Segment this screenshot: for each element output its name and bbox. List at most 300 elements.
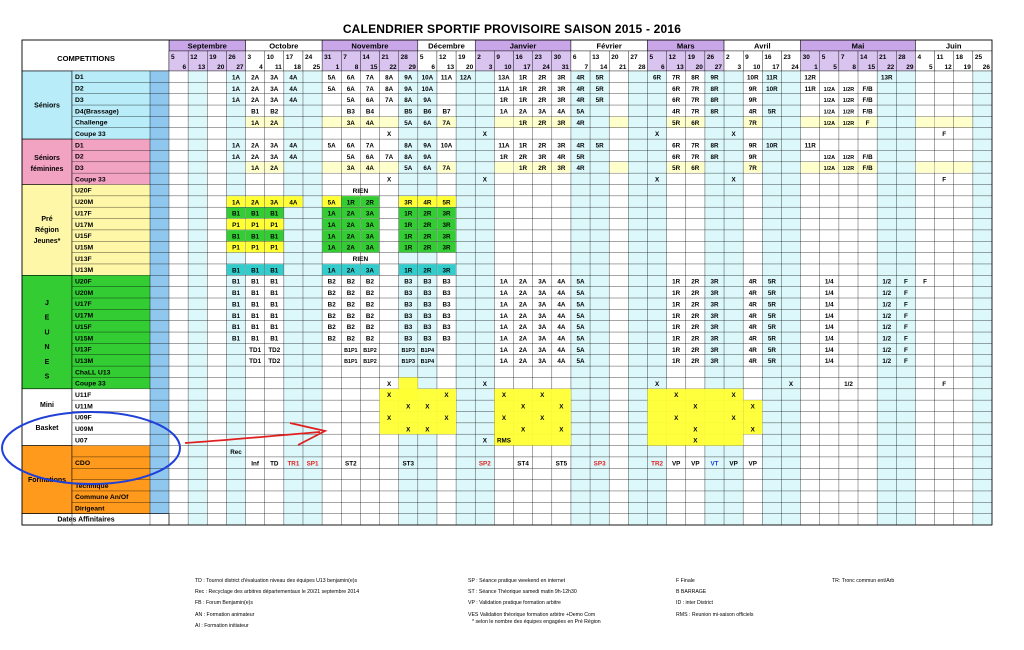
cell-text: 6R <box>672 97 681 105</box>
cell-text: B7 <box>442 108 451 116</box>
cell-text: 7R <box>748 165 757 173</box>
cell-text: X <box>501 392 507 400</box>
cell-text: 5R <box>767 108 776 116</box>
cell-text: B1P4 <box>420 347 435 354</box>
cell-text: 2A <box>251 199 260 207</box>
group-label: Basket <box>35 425 59 433</box>
cell-text: B2 <box>327 301 336 309</box>
day-number: 20 <box>695 64 703 71</box>
cell-text: B3 <box>404 290 413 298</box>
day-number: 28 <box>400 54 408 61</box>
cell-text: 2R <box>423 267 432 275</box>
cell-text: 3A <box>538 312 547 320</box>
cell-text: 4A <box>289 74 298 82</box>
cell-text: B2 <box>365 335 374 343</box>
cell-text: 2R <box>423 210 432 218</box>
cell-text: B1P3 <box>401 359 415 366</box>
cell-text: X <box>520 403 526 411</box>
cell-text: 4R <box>748 358 757 366</box>
cell-text: 1/2A <box>823 154 836 161</box>
group-label: féminines <box>30 165 64 173</box>
cell-text: X <box>731 176 736 184</box>
cell-text: 5A <box>346 153 355 161</box>
cell-text: 1/2 <box>882 301 892 309</box>
day-number: 16 <box>515 54 523 61</box>
cell-text: 5A <box>327 85 336 93</box>
cell-text: X <box>425 426 430 434</box>
cell-text: 1A <box>499 301 508 309</box>
cell-text: 2A <box>270 119 279 127</box>
cell-text: 1A <box>231 153 241 161</box>
cell-text: X <box>444 414 449 422</box>
cell-text: 4R <box>576 165 585 173</box>
day-number: 20 <box>465 64 474 71</box>
cell-text: 2A <box>251 142 260 150</box>
day-number: 21 <box>619 64 627 71</box>
cell-text: 9A <box>423 97 432 105</box>
cell-text: 5A <box>327 142 336 150</box>
cell-text: 2A <box>346 233 355 241</box>
day-number: 12 <box>438 54 447 61</box>
cell-text: 1A <box>499 312 508 320</box>
cell-text: B1P4 <box>420 359 435 366</box>
cell-text: 4R <box>748 312 757 320</box>
cell-text: 1/2 <box>882 278 892 286</box>
cell-text: B1 <box>231 278 241 286</box>
day-number: 12 <box>944 64 952 71</box>
cell-text: 2A <box>251 97 260 105</box>
cell-text: TD2 <box>268 358 281 366</box>
cell-text: 3A <box>346 119 355 127</box>
day-number: 9 <box>496 54 500 61</box>
cell-text: 7A <box>442 165 451 173</box>
cell-text: B1 <box>251 312 260 320</box>
cell-text: 1/4 <box>824 312 834 320</box>
cell-text: TD1 <box>249 346 262 354</box>
month-label: Décembre <box>428 41 465 51</box>
cell-text: X <box>482 176 487 184</box>
day-number: 3 <box>247 54 252 61</box>
row-tint <box>954 162 973 173</box>
cell-text: 3A <box>538 301 547 309</box>
cell-text: X <box>693 426 698 434</box>
cell-text: 7R <box>691 97 700 105</box>
cell-text: 3R <box>442 244 451 252</box>
row-label: Dirigeant <box>75 505 105 513</box>
cell-text: RIEN <box>352 187 369 195</box>
cell-text: 9A <box>423 142 432 150</box>
cell-text: X <box>731 414 736 422</box>
cell-text: 10R <box>766 85 778 93</box>
cell-text: 1R <box>519 97 528 105</box>
cell-text: X <box>387 176 392 184</box>
cell-text: B3 <box>442 278 451 286</box>
cell-text: 3A <box>346 165 355 173</box>
row-label: U09M <box>75 426 94 434</box>
cell-text: 4R <box>576 97 585 105</box>
cell-text: 8A <box>385 74 394 82</box>
cell-text: B1 <box>270 324 279 332</box>
cell-text: 4A <box>557 312 566 320</box>
blue-strip <box>150 71 169 514</box>
day-number: 26 <box>982 64 990 71</box>
cell-text: 12A <box>459 74 472 82</box>
day-number: 30 <box>802 54 810 61</box>
cell-text: F <box>903 312 908 320</box>
cell-text: F <box>903 301 908 309</box>
cell-text: 2R <box>365 199 374 207</box>
day-number: 24 <box>542 64 550 71</box>
cell-text: 3R <box>710 358 719 366</box>
cell-text: 1/2R <box>842 166 855 173</box>
cell-text: 3A <box>270 85 279 93</box>
cell-text: B1 <box>231 233 241 241</box>
cell-text: X <box>520 426 526 434</box>
cell-text: P1 <box>251 244 259 252</box>
cell-text: 2R <box>423 244 432 252</box>
cell-text: X <box>674 392 679 400</box>
cell-text: 1/4 <box>824 301 834 309</box>
day-number: 6 <box>661 64 665 71</box>
cell-text: B2 <box>327 312 336 320</box>
cell-text: B2 <box>365 278 374 286</box>
cell-text: B3 <box>404 278 413 286</box>
cell-text: 7A <box>385 153 394 161</box>
cell-text: 2R <box>691 324 700 332</box>
cell-text: 9R <box>748 142 757 150</box>
row-label: Dates Affinitaires <box>57 516 115 524</box>
day-number: 23 <box>783 54 791 61</box>
cell-text: 5R <box>595 142 604 150</box>
month-label: Février <box>596 41 622 51</box>
cell-text: 3A <box>365 221 374 229</box>
cell-text: B2 <box>365 312 374 320</box>
cell-text: 1A <box>251 119 260 127</box>
cell-text: 4A <box>557 335 566 343</box>
row-label: U07 <box>75 437 88 445</box>
day-number: 15 <box>867 64 876 71</box>
cell-text: 5R <box>595 97 604 105</box>
row-label: U15F <box>75 233 92 241</box>
cell-text: F/B <box>862 97 873 105</box>
day-number: 18 <box>955 54 963 61</box>
cell-text: 9A <box>404 85 413 93</box>
cell-text: 3A <box>270 153 279 161</box>
month-label: Janvier <box>509 41 537 51</box>
cell-text: 5A <box>576 108 585 116</box>
day-number: 8 <box>852 64 857 71</box>
cell-text: 1/4 <box>824 324 834 332</box>
cell-text: F <box>942 131 947 139</box>
cell-text: 4R <box>672 108 681 116</box>
cell-text: X <box>482 437 487 445</box>
cell-text: 6R <box>653 74 662 82</box>
cell-text: X <box>501 414 507 422</box>
day-number: 27 <box>714 64 723 71</box>
day-number: 24 <box>791 64 799 71</box>
cell-text: 2A <box>519 290 528 298</box>
cell-text: 5A <box>576 346 585 354</box>
day-number: 19 <box>687 54 696 61</box>
row-label: D2 <box>75 85 84 93</box>
day-number: 4 <box>917 54 922 61</box>
cell-text: 1R <box>672 324 681 332</box>
cell-text: ST3 <box>402 460 415 468</box>
cell-text: B2 <box>346 312 355 320</box>
row-tint <box>380 117 399 128</box>
row-label: U13M <box>75 357 94 365</box>
day-number: 15 <box>370 64 378 71</box>
cell-text: 1/2 <box>882 335 892 343</box>
cell-text: B3 <box>442 335 451 343</box>
cell-text: 7R <box>691 142 700 150</box>
cell-text: 3A <box>365 267 374 275</box>
cell-text: 2R <box>538 119 547 127</box>
cell-text: B3 <box>423 301 432 309</box>
cell-text: 7A <box>385 97 394 105</box>
cell-text: 3R <box>710 346 719 354</box>
cell-text: 1A <box>499 108 508 116</box>
cell-text: RIEN <box>352 256 369 263</box>
cell-text: B1 <box>231 324 241 332</box>
cell-text: B2 <box>346 335 355 343</box>
day-number: 17 <box>772 64 780 71</box>
cell-text: B1P2 <box>363 347 377 354</box>
group-label: Jeunes* <box>33 237 61 245</box>
legend-st: ST : Séance Théorique samedi matin 9h-12h30 <box>468 589 577 595</box>
cell-text: 1A <box>231 199 241 207</box>
day-number: 7 <box>840 54 845 61</box>
cell-text: 1A <box>231 97 241 105</box>
cell-text: 1/4 <box>824 335 834 343</box>
cell-text: 4A <box>557 301 566 309</box>
cell-text: 3A <box>538 278 547 286</box>
cell-text: X <box>540 414 545 422</box>
cell-text: F <box>903 346 908 354</box>
day-number: 25 <box>312 64 321 71</box>
highlight-block <box>399 377 418 400</box>
cell-text: X <box>482 131 487 139</box>
row-tint <box>380 162 399 173</box>
row-label: D4(Brassage) <box>75 108 119 116</box>
row-label: Challenge <box>75 119 108 127</box>
cell-text: 6R <box>691 165 700 173</box>
cell-text: X <box>559 426 564 434</box>
cell-text: B2 <box>327 335 336 343</box>
row-tint <box>954 117 973 128</box>
cell-text: 1R <box>672 346 681 354</box>
row-label: U17M <box>75 312 94 320</box>
cell-text: B3 <box>404 301 413 309</box>
row-label: U09F <box>75 414 92 422</box>
cell-text: 3R <box>557 85 566 93</box>
cell-text: B1P1 <box>344 347 358 354</box>
row-label: U13F <box>75 346 92 354</box>
day-number: 2 <box>477 54 481 61</box>
cell-text: 8A <box>404 142 413 150</box>
cell-text: 4A <box>289 97 298 105</box>
cell-text: 1/2A <box>823 86 836 93</box>
row-label: U17F <box>75 301 92 309</box>
cell-text: 10R <box>746 74 759 82</box>
cell-text: 6A <box>365 97 374 105</box>
cell-text: 3R <box>557 142 566 150</box>
group-label-letter: J <box>45 299 49 307</box>
day-number: 14 <box>860 54 868 61</box>
cell-text: 3R <box>557 165 566 173</box>
day-number: 5 <box>821 54 826 61</box>
day-number: 27 <box>630 54 638 61</box>
cell-text: 4A <box>289 199 298 207</box>
cell-text: 4A <box>365 165 374 173</box>
cell-text: 3R <box>404 199 413 207</box>
cell-text: 5R <box>442 199 451 207</box>
row-label: U15M <box>75 335 94 343</box>
day-number: 20 <box>217 64 225 71</box>
row-label: U11F <box>75 392 92 399</box>
cell-text: 2R <box>538 142 547 150</box>
cell-text: VT <box>710 460 719 468</box>
cell-text: SP2 <box>478 460 491 468</box>
cell-text: 1A <box>231 85 241 93</box>
group-label: Séniors <box>34 102 60 110</box>
day-number: 10 <box>753 64 761 71</box>
cell-text: 1/4 <box>824 290 834 298</box>
day-number: 13 <box>592 54 600 61</box>
cell-text: B1P3 <box>401 347 415 354</box>
cell-text: 9R <box>710 74 719 82</box>
cell-text: 5A <box>576 312 585 320</box>
cell-text: 6A <box>346 74 355 82</box>
cell-text: 1/2A <box>823 120 836 127</box>
cell-text: 3A <box>538 346 547 354</box>
row-label: Coupe 33 <box>75 176 106 184</box>
cell-text: 1/2A <box>823 166 836 173</box>
legend-rec: Rec : Recyclage des arbitres départementaux le 20/21 septembre 2014 <box>195 589 360 595</box>
cell-text: B1 <box>251 210 260 218</box>
cell-text: TD1 <box>249 358 262 366</box>
cell-text: SP1 <box>306 460 319 468</box>
cell-text: 1/2R <box>842 98 855 105</box>
cell-text: B2 <box>270 108 279 116</box>
cell-text: B3 <box>442 290 451 298</box>
cell-text: F <box>903 324 908 332</box>
cell-text: 9R <box>748 85 757 93</box>
day-number: 10 <box>266 54 274 61</box>
cell-text: F <box>903 290 908 298</box>
day-number: 30 <box>553 54 562 61</box>
cell-text: 1R <box>672 290 681 298</box>
row-tint <box>935 117 954 128</box>
cell-text: 4R <box>423 199 432 207</box>
cell-text: 5R <box>767 278 776 286</box>
legend-rms: RMS : Reunion mi-saison officiels <box>676 612 754 618</box>
cell-text: 3A <box>365 210 374 218</box>
cell-text: 1R <box>404 221 413 229</box>
cell-text: P1 <box>270 221 279 229</box>
cell-text: F/B <box>862 153 873 161</box>
cell-text: 8R <box>691 74 700 82</box>
cell-text: 2A <box>519 335 528 343</box>
cell-text: 2A <box>519 278 528 286</box>
row-label: Commune An/Of <box>75 494 129 502</box>
cell-text: F/B <box>862 85 873 93</box>
cell-text: X <box>406 426 411 434</box>
cell-text: X <box>674 414 679 422</box>
day-number: 17 <box>523 64 531 71</box>
cell-text: B3 <box>423 335 432 343</box>
cell-text: F/B <box>862 165 873 173</box>
legend-ves: VES Validation théorique formation arbitre +Demo Com <box>468 612 596 618</box>
cell-text: RMS <box>496 437 511 445</box>
day-number: 19 <box>209 54 217 61</box>
cell-text: 6A <box>346 85 355 93</box>
row-label: U17M <box>75 221 94 229</box>
cell-text: 1R <box>519 74 528 82</box>
cell-text: 7A <box>365 74 374 82</box>
day-number: 5 <box>171 54 175 61</box>
cell-text: 6R <box>672 153 681 161</box>
row-tint <box>610 117 629 128</box>
cell-text: X <box>387 392 392 400</box>
cell-text: X <box>387 380 392 388</box>
cell-text: 1A <box>327 210 336 218</box>
cell-text: 1A <box>251 165 260 173</box>
cell-text: 8R <box>710 85 719 93</box>
cell-text: TR2 <box>651 460 664 468</box>
month-label: Mai <box>851 41 865 51</box>
legend-sp: SP : Séance pratique weekend en internet <box>468 578 566 584</box>
cell-text: 13R <box>880 74 893 82</box>
cell-text: 4A <box>557 358 566 366</box>
cell-text: B1 <box>251 324 260 332</box>
cell-text: 2A <box>519 108 528 116</box>
day-number: 18 <box>293 64 301 71</box>
cell-text: 3A <box>270 97 279 105</box>
cell-text: 5R <box>672 119 681 127</box>
cell-text: 7R <box>691 85 700 93</box>
cell-text: X <box>540 392 545 400</box>
day-number: 3 <box>737 64 742 71</box>
cell-text: 8A <box>404 153 413 161</box>
cell-text: 3A <box>270 142 279 150</box>
cell-text: 1/2R <box>842 120 855 127</box>
cell-text: B1 <box>251 290 260 298</box>
cell-text: 3R <box>710 290 719 298</box>
cell-text: 11R <box>766 74 778 82</box>
cell-text: 5R <box>767 346 776 354</box>
day-number: 11 <box>274 64 282 71</box>
cell-text: 2A <box>346 244 355 252</box>
cell-text: 1R <box>404 244 413 252</box>
cell-text: B3 <box>442 312 451 320</box>
cell-text: B3 <box>404 312 413 320</box>
cell-text: 7A <box>365 142 374 150</box>
cell-text: B2 <box>365 301 374 309</box>
cell-text: 2R <box>691 346 700 354</box>
cell-text: B1 <box>231 301 241 309</box>
cell-text: 1R <box>519 142 528 150</box>
cell-text: X <box>425 403 430 411</box>
cell-text: 10R <box>766 142 778 150</box>
cell-text: F <box>865 119 870 127</box>
cell-text: B3 <box>423 312 432 320</box>
cell-text: TR1 <box>287 460 300 468</box>
month-label: Octobre <box>269 41 299 51</box>
cell-text: B2 <box>365 290 374 298</box>
cell-text: B1 <box>231 312 241 320</box>
day-number: 2 <box>726 54 730 61</box>
